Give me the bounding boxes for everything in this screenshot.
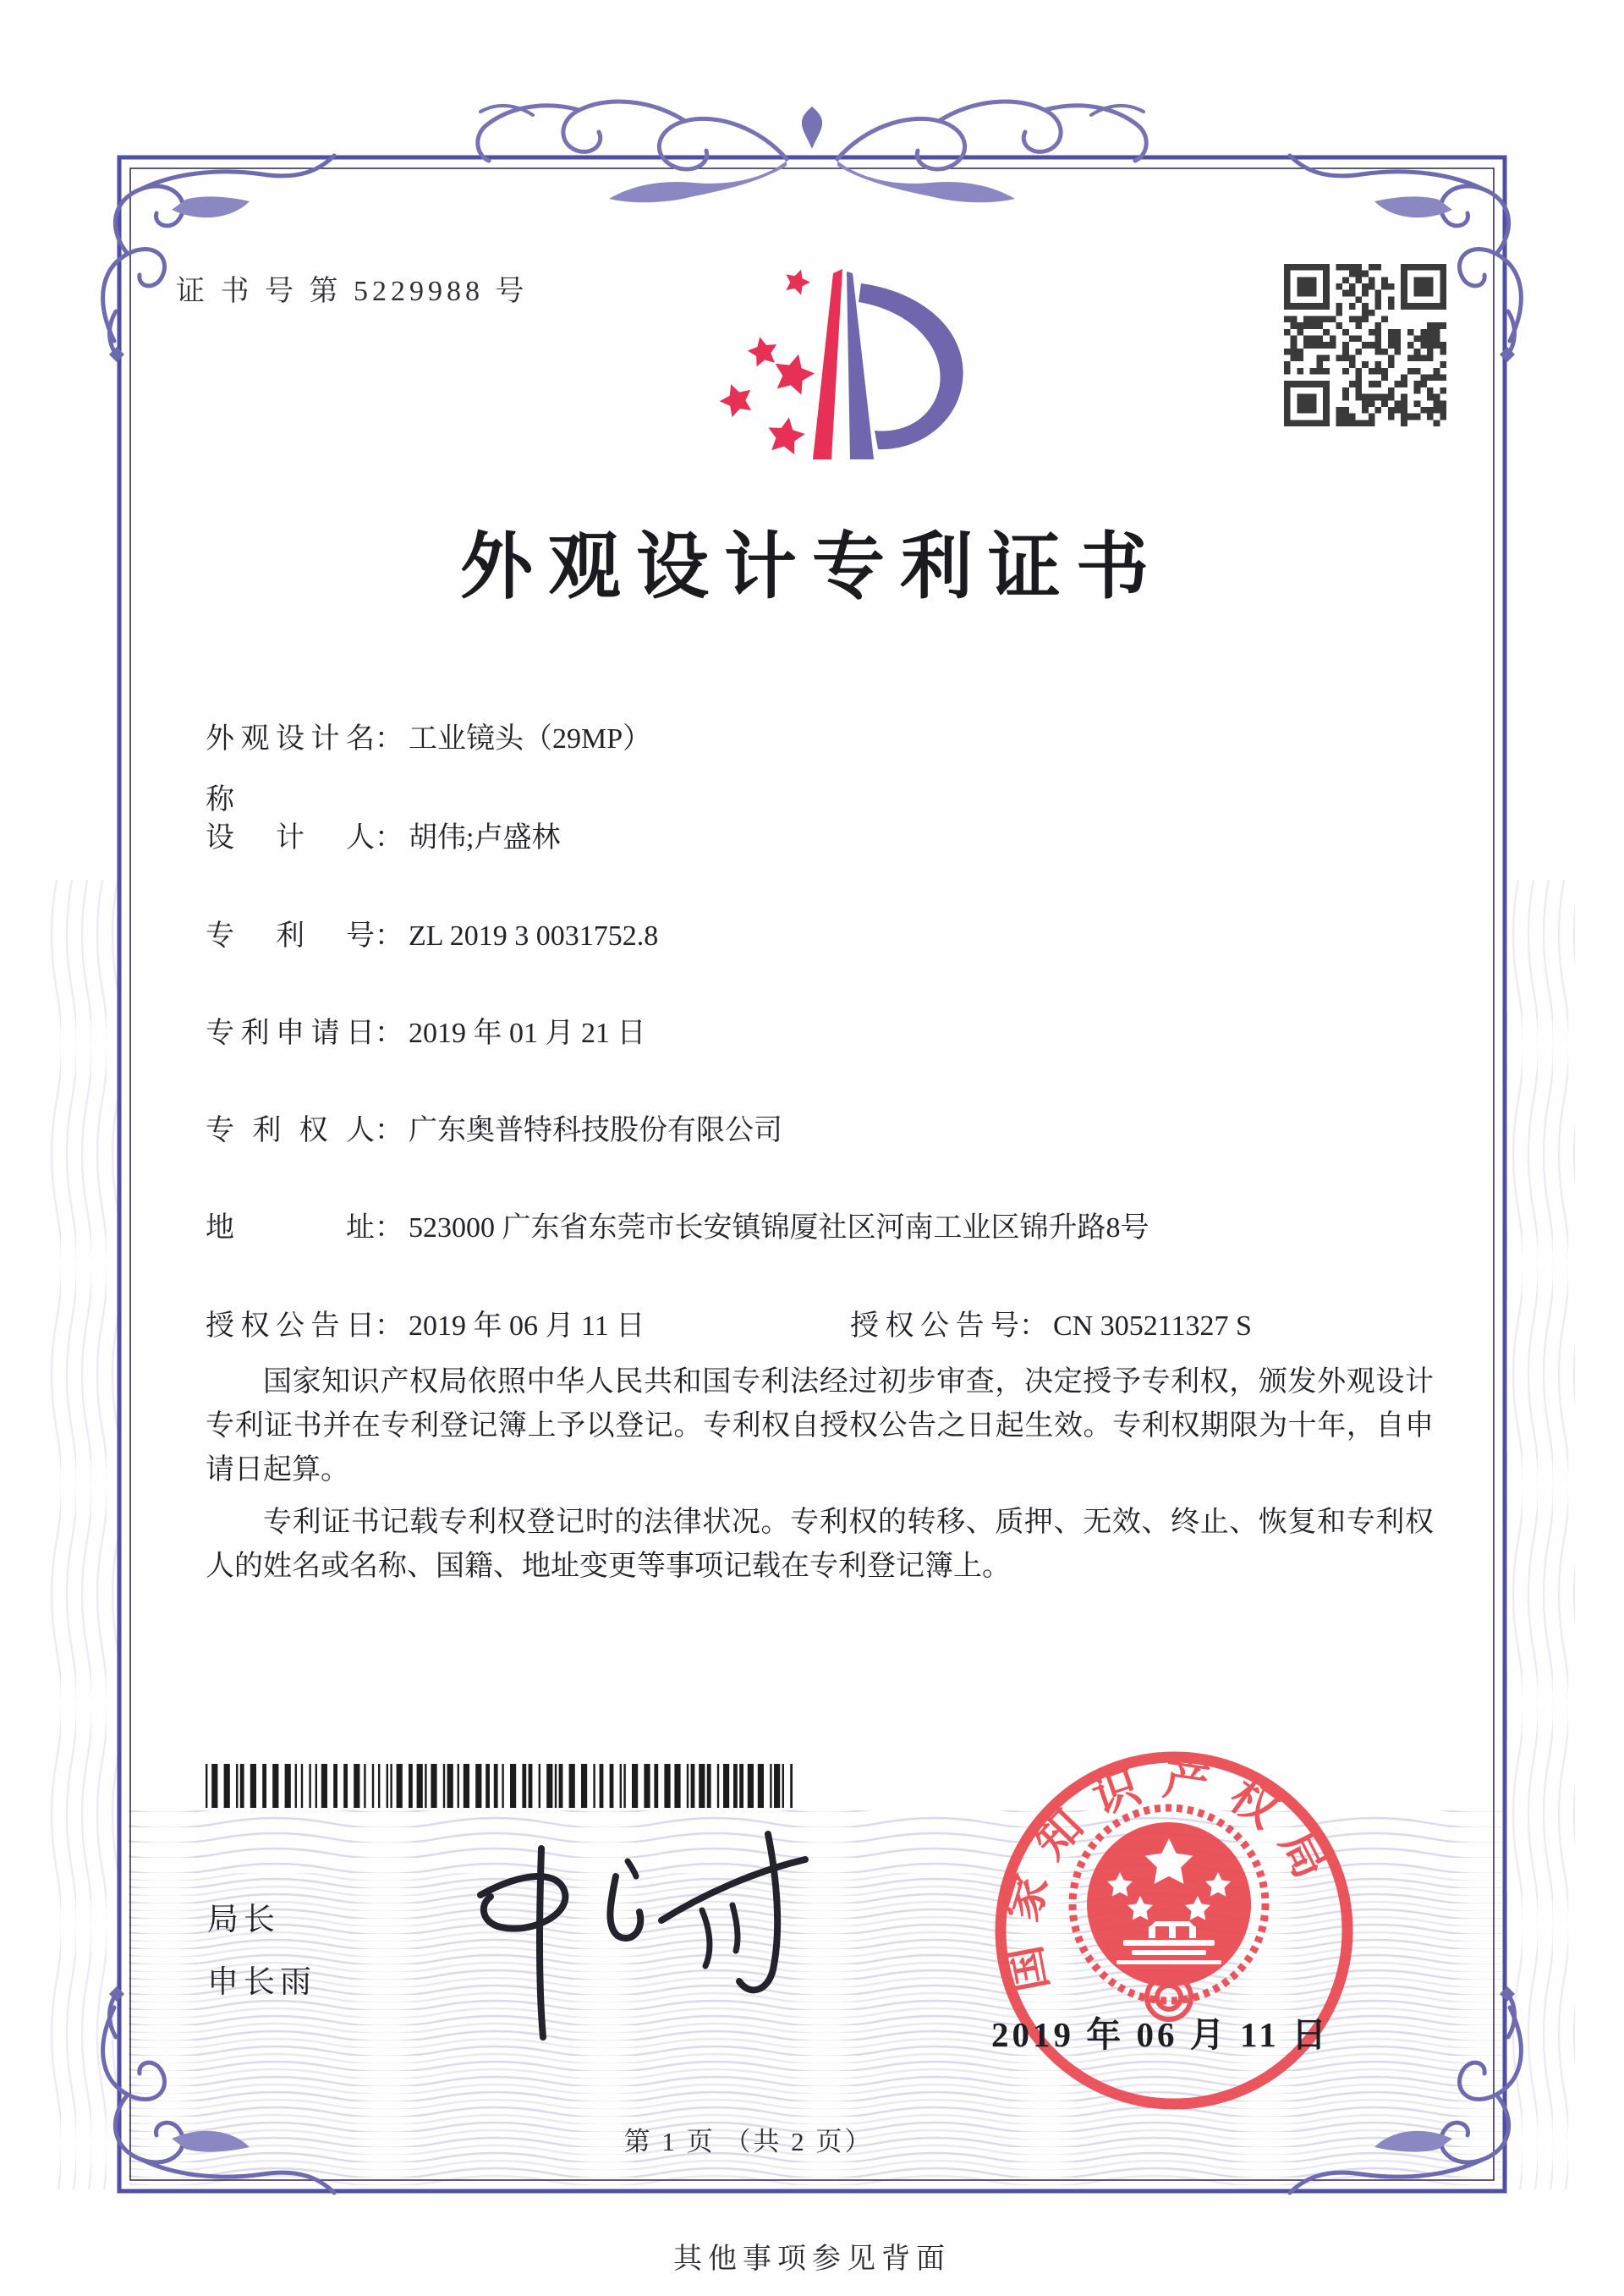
director-name: 申长雨 <box>207 1965 316 2000</box>
field-colon: ： <box>375 822 403 854</box>
field-label: 专利号 <box>206 920 375 952</box>
field-grant-date <box>206 1310 645 1342</box>
field-colon: ： <box>375 723 403 755</box>
field-label: 授权公告号 <box>850 1310 1019 1342</box>
seal-date: 2019 年 06 月 11 日 <box>991 2015 1330 2054</box>
field-value: 广东奥普特科技股份有限公司 <box>409 1115 782 1146</box>
field-patent-number <box>206 906 1440 967</box>
field-colon: ： <box>375 1115 403 1146</box>
certificate-number: 证 书 号 第 5229988 号 <box>176 276 529 307</box>
field-label: 专利申请日 <box>206 1018 375 1049</box>
field-colon: ： <box>1019 1310 1048 1342</box>
field-colon: ： <box>375 920 403 952</box>
field-grant-number <box>850 1296 1252 1357</box>
director-title: 局长 <box>207 1903 280 1937</box>
official-seal <box>981 1738 1370 2128</box>
handwritten-signature <box>423 1810 829 2064</box>
field-value: 2019 年 01 月 21 日 <box>409 1018 646 1049</box>
field-address <box>206 1198 1440 1259</box>
field-value: 523000 广东省东莞市长安镇锦厦社区河南工业区锦升路8号 <box>409 1212 1149 1244</box>
field-colon: ： <box>375 1018 403 1049</box>
back-note: 其他事项参见背面 <box>673 2244 951 2275</box>
field-label: 设计人 <box>206 822 375 854</box>
field-colon: ： <box>375 1310 403 1342</box>
field-filing-date <box>206 1003 1440 1064</box>
legal-paragraph-1: 国家知识产权局依照中华人民共和国专利法经过初步审查，决定授予专利权，颁发外观设计专利证书并在专利登记簿上予以登记。专利权自授权公告之日起生效。专利权期限为十年，自申请日起算。 <box>206 1366 1434 1486</box>
page-info: 第 1 页 （共 2 页） <box>623 2127 874 2156</box>
national-emblem-icon <box>1073 1808 1265 2019</box>
seal-arc-text: 国家知识产权局 <box>995 1753 1346 1997</box>
qr-code <box>1284 264 1446 426</box>
field-value: 2019 年 06 月 11 日 <box>409 1310 645 1342</box>
field-label: 授权公告日 <box>206 1310 375 1342</box>
field-value: CN 305211327 S <box>1053 1310 1252 1342</box>
field-colon: ： <box>375 1212 403 1244</box>
field-label: 地址 <box>206 1212 375 1244</box>
barcode <box>206 1764 793 1808</box>
certificate-title: 外观设计专利证书 <box>460 526 1164 607</box>
legal-text <box>206 1360 1434 1597</box>
cnipa-logo <box>705 248 984 483</box>
field-grant-row <box>206 1296 1440 1357</box>
legal-paragraph-2: 专利证书记载专利权登记时的法律状况。专利权的转移、质押、无效、终止、恢复和专利权人的姓名或名称、国籍、地址变更等事项记载在专利登记簿上。 <box>206 1507 1434 1582</box>
field-value: ZL 2019 3 0031752.8 <box>409 920 659 952</box>
field-patentee <box>206 1101 1440 1162</box>
field-label: 外观设计名称 <box>206 723 375 816</box>
field-designer <box>206 808 1440 869</box>
field-label: 专利权人 <box>206 1115 375 1146</box>
field-value: 工业镜头（29MP） <box>409 723 652 755</box>
field-value: 胡伟;卢盛林 <box>409 822 561 854</box>
